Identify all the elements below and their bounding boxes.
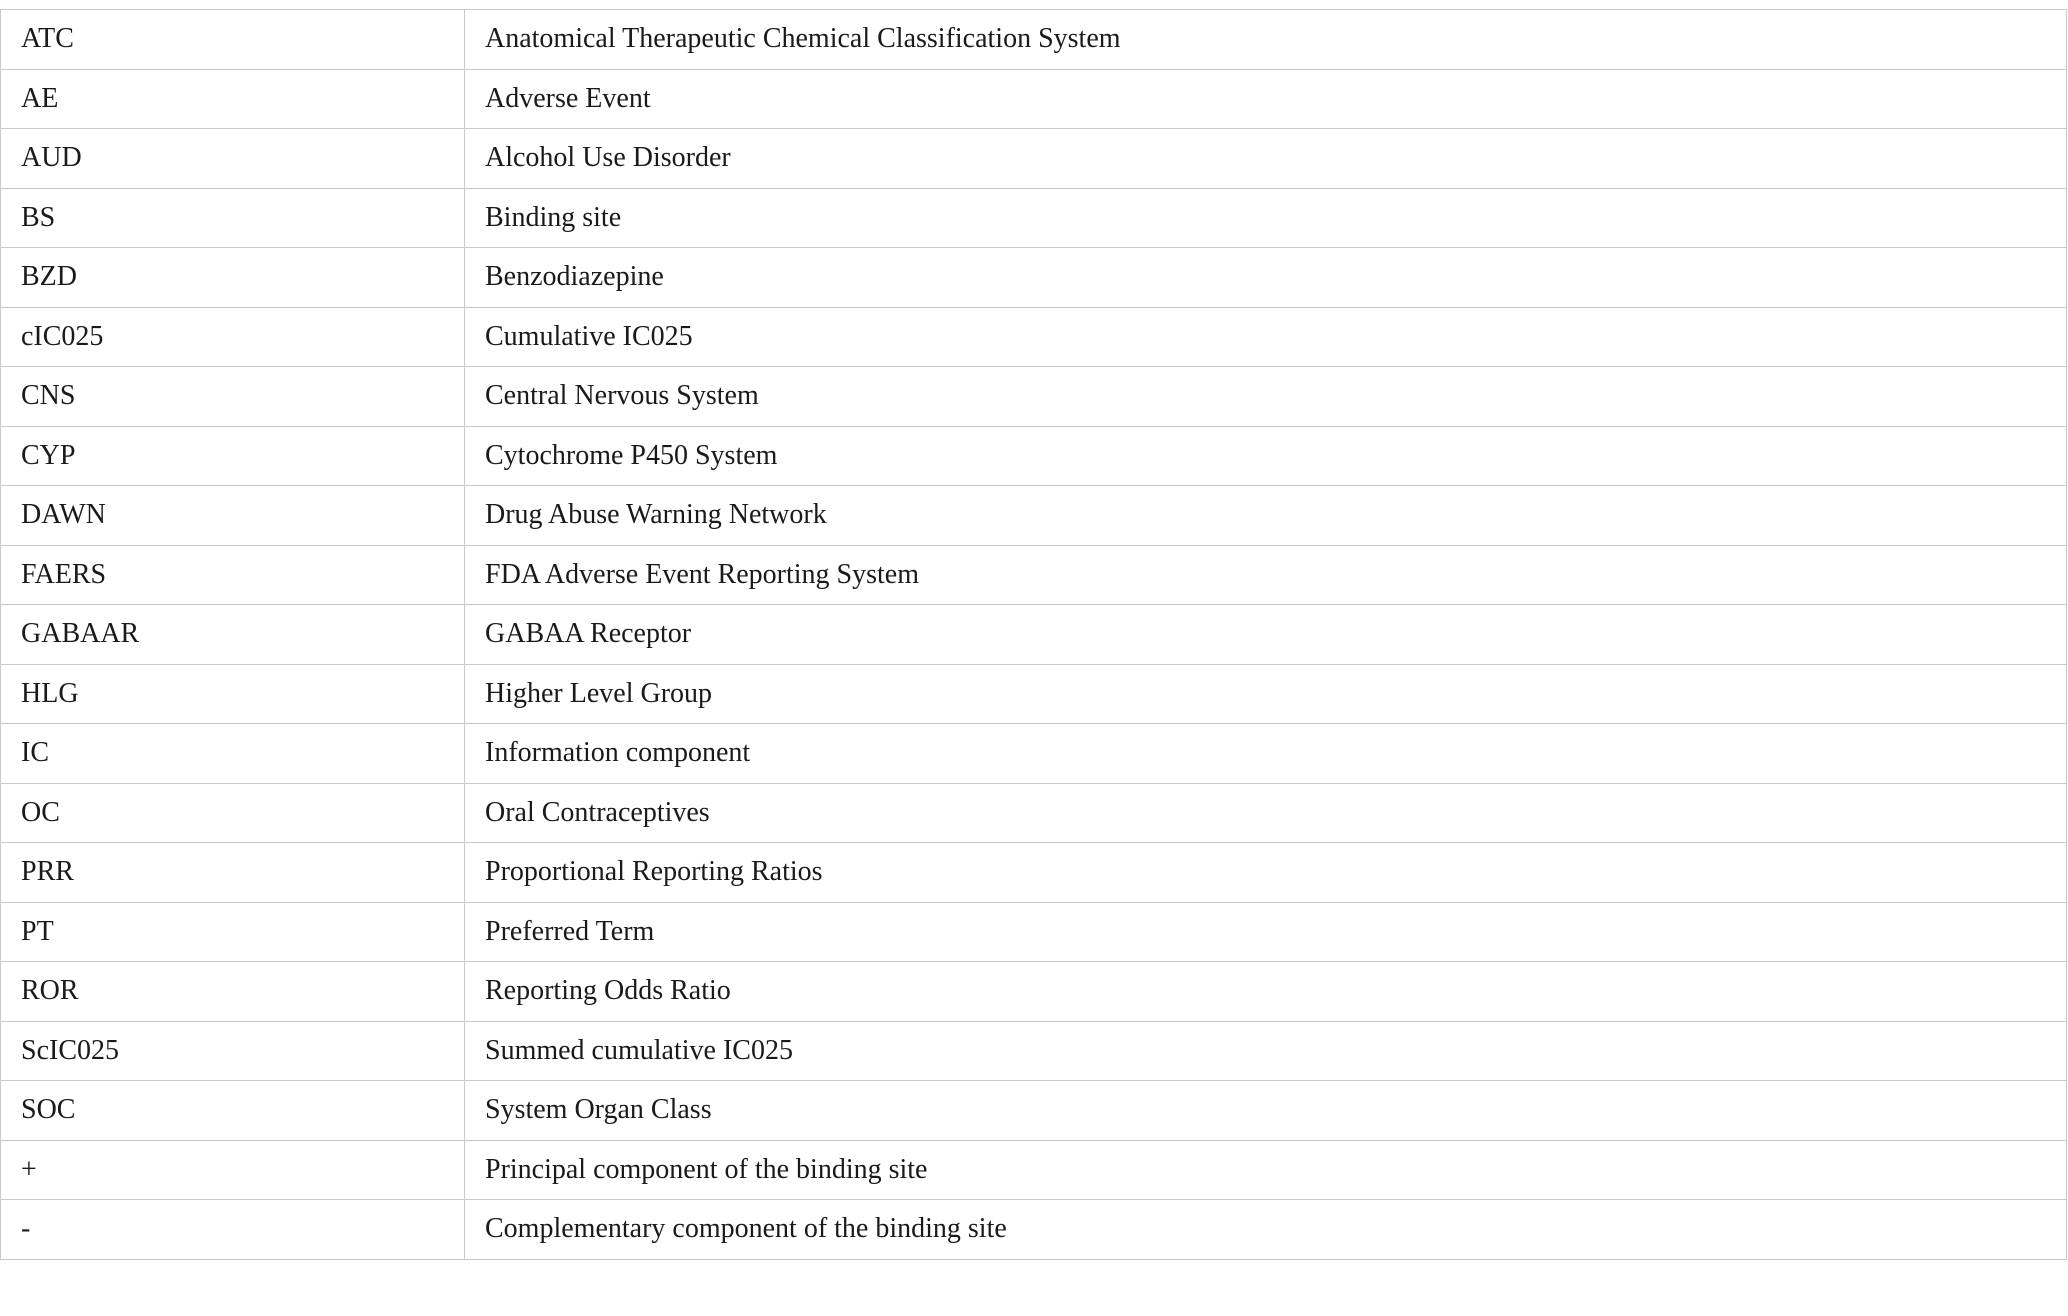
- abbreviation-cell: GABAAR: [1, 605, 465, 665]
- definition-cell: Central Nervous System: [465, 367, 2067, 427]
- definition-cell: System Organ Class: [465, 1081, 2067, 1141]
- table-row: [1, 307, 2067, 367]
- abbreviation-cell: SOC: [1, 1081, 465, 1141]
- abbreviation-cell: FAERS: [1, 545, 465, 605]
- definition-cell: FDA Adverse Event Reporting System: [465, 545, 2067, 605]
- abbreviation-cell: ROR: [1, 962, 465, 1022]
- abbreviations-table: [0, 9, 2067, 1260]
- table-row: [1, 962, 2067, 1022]
- table-row: [1, 605, 2067, 665]
- abbreviation-cell: +: [1, 1140, 465, 1200]
- definition-cell: Summed cumulative IC025: [465, 1021, 2067, 1081]
- definition-cell: Information component: [465, 724, 2067, 784]
- abbreviation-cell: OC: [1, 783, 465, 843]
- definition-cell: Principal component of the binding site: [465, 1140, 2067, 1200]
- definition-cell: Anatomical Therapeutic Chemical Classification System: [465, 10, 2067, 70]
- definition-cell: Oral Contraceptives: [465, 783, 2067, 843]
- table-row: [1, 1021, 2067, 1081]
- abbreviation-cell: AUD: [1, 129, 465, 189]
- table-row: [1, 843, 2067, 903]
- definition-cell: Preferred Term: [465, 902, 2067, 962]
- table-row: [1, 724, 2067, 784]
- definition-cell: Drug Abuse Warning Network: [465, 486, 2067, 546]
- table-row: [1, 188, 2067, 248]
- definition-cell: Benzodiazepine: [465, 248, 2067, 308]
- table-row: [1, 367, 2067, 427]
- table-row: [1, 902, 2067, 962]
- abbreviation-cell: HLG: [1, 664, 465, 724]
- table-row: [1, 1200, 2067, 1260]
- definition-cell: Alcohol Use Disorder: [465, 129, 2067, 189]
- abbreviation-cell: ATC: [1, 10, 465, 70]
- abbreviation-cell: AE: [1, 69, 465, 129]
- definition-cell: Complementary component of the binding site: [465, 1200, 2067, 1260]
- table-row: [1, 545, 2067, 605]
- abbreviation-cell: -: [1, 1200, 465, 1260]
- table-row: [1, 248, 2067, 308]
- table-row: [1, 1140, 2067, 1200]
- table-row: [1, 426, 2067, 486]
- definition-cell: GABAA Receptor: [465, 605, 2067, 665]
- table-row: [1, 486, 2067, 546]
- table-row: [1, 10, 2067, 70]
- abbreviation-cell: ScIC025: [1, 1021, 465, 1081]
- table-row: [1, 1081, 2067, 1141]
- abbreviation-cell: CYP: [1, 426, 465, 486]
- abbreviations-table-body: [1, 10, 2067, 1260]
- definition-cell: Proportional Reporting Ratios: [465, 843, 2067, 903]
- abbreviation-cell: DAWN: [1, 486, 465, 546]
- table-row: [1, 69, 2067, 129]
- abbreviation-cell: BS: [1, 188, 465, 248]
- definition-cell: Cytochrome P450 System: [465, 426, 2067, 486]
- definition-cell: Binding site: [465, 188, 2067, 248]
- table-row: [1, 783, 2067, 843]
- abbreviation-cell: IC: [1, 724, 465, 784]
- abbreviation-cell: BZD: [1, 248, 465, 308]
- definition-cell: Cumulative IC025: [465, 307, 2067, 367]
- table-row: [1, 129, 2067, 189]
- abbreviation-cell: PRR: [1, 843, 465, 903]
- definition-cell: Adverse Event: [465, 69, 2067, 129]
- abbreviation-cell: cIC025: [1, 307, 465, 367]
- definition-cell: Reporting Odds Ratio: [465, 962, 2067, 1022]
- abbreviation-cell: PT: [1, 902, 465, 962]
- table-row: [1, 664, 2067, 724]
- definition-cell: Higher Level Group: [465, 664, 2067, 724]
- abbreviation-cell: CNS: [1, 367, 465, 427]
